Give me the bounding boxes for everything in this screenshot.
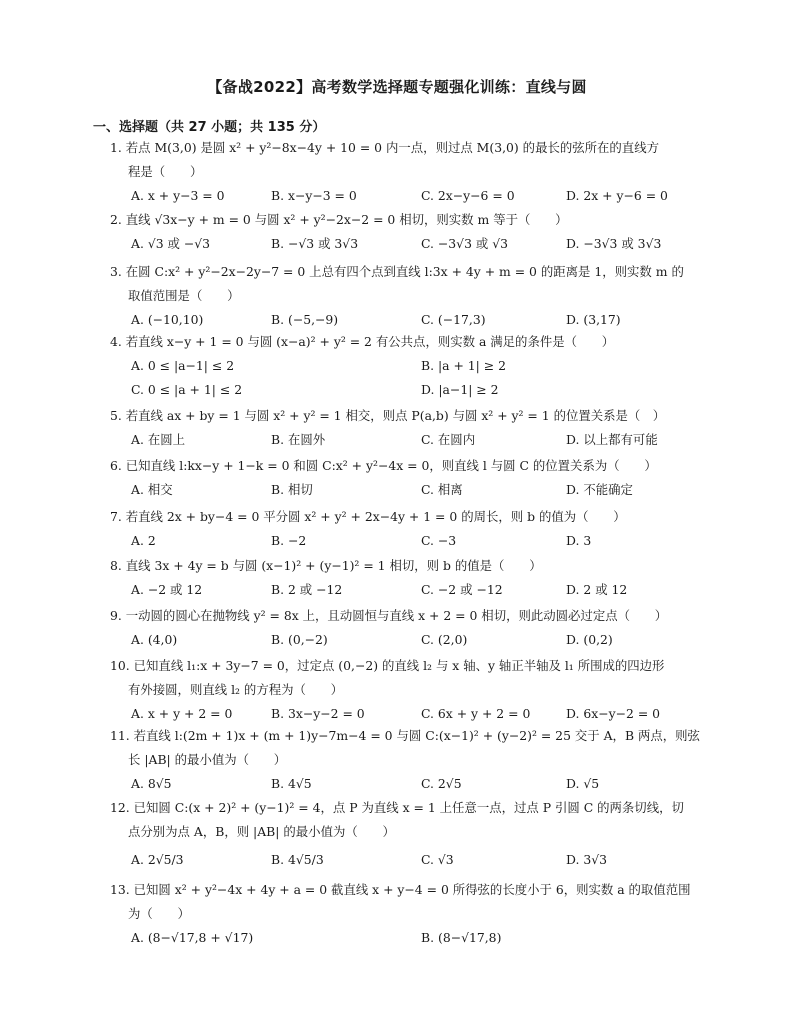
question-8 (110, 554, 710, 602)
option-c: C. 0 ≤ |a + 1| ≤ 2 (131, 382, 243, 397)
option-d: D. 6x−y−2 = 0 (566, 706, 661, 721)
question-stem-line: 8. 直线 3x + 4y = b 与圆 (x−1)² + (y−1)² = 1 相切，则 b 的值是（ ） (110, 558, 542, 573)
question-stem-line: 程是（ ） (128, 164, 203, 179)
question-2 (110, 208, 710, 256)
option-d: D. (0,2) (566, 632, 613, 647)
question-stem-line: 10. 已知直线 l₁:x + 3y−7 = 0，过定点 (0,−2) 的直线 l₂ 与 x 轴、y 轴正半轴及 l₁ 所围成的四边形 (110, 658, 665, 673)
option-a: A. √3 或 −√3 (131, 236, 211, 251)
option-c: C. 6x + y + 2 = 0 (421, 706, 531, 721)
options-row (110, 926, 710, 950)
option-a: A. −2 或 12 (131, 582, 203, 597)
option-b: B. (0,−2) (271, 632, 328, 647)
option-b: B. (8−√17,8) (421, 930, 502, 945)
question-stem-line: 1. 若点 M(3,0) 是圆 x² + y²−8x−4y + 10 = 0 内一点，则过点 M(3,0) 的最长的弦所在的直线方 (110, 140, 659, 155)
options-row (110, 428, 710, 452)
option-d: D. 以上都有可能 (566, 432, 658, 447)
options-row (110, 529, 710, 553)
options-row (110, 478, 710, 502)
question-stem-line: 取值范围是（ ） (128, 288, 240, 303)
option-b: B. 4√5 (271, 776, 312, 791)
options-row (110, 578, 710, 602)
option-a: A. 8√5 (131, 776, 172, 791)
option-a: A. 在圆上 (131, 432, 185, 447)
option-a: A. 2√5/3 (131, 852, 184, 867)
option-b: B. 相切 (271, 482, 313, 497)
option-c: C. 2√5 (421, 776, 462, 791)
question-stem-line: 12. 已知圆 C:(x + 2)² + (y−1)² = 4，点 P 为直线 x = 1 上任意一点，过点 P 引圆 C 的两条切线，切 (110, 800, 684, 815)
option-b: B. x−y−3 = 0 (271, 188, 357, 203)
option-d: D. 3√3 (566, 852, 608, 867)
option-c: C. (−17,3) (421, 312, 486, 327)
question-stem-line: 为（ ） (128, 906, 190, 921)
option-b: B. 3x−y−2 = 0 (271, 706, 365, 721)
question-stem-line: 6. 已知直线 l:kx−y + 1−k = 0 和圆 C:x² + y²−4x = 0，则直线 l 与圆 C 的位置关系为（ ） (110, 458, 657, 473)
question-stem-line: 点分别为点 A，B，则 |AB| 的最小值为（ ） (128, 824, 395, 839)
option-b: B. (−5,−9) (271, 312, 339, 327)
option-d: D. |a−1| ≥ 2 (421, 382, 499, 397)
option-a: A. 相交 (131, 482, 173, 497)
option-b: B. 2 或 −12 (271, 582, 343, 597)
option-d: D. 2x + y−6 = 0 (566, 188, 668, 203)
option-a: A. x + y−3 = 0 (131, 188, 225, 203)
option-a: A. (8−√17,8 + √17) (131, 930, 254, 945)
option-c: C. 在圆内 (421, 432, 476, 447)
option-d: D. −3√3 或 3√3 (566, 236, 662, 251)
section-heading: 一、选择题（共 27 小题；共 135 分） (93, 120, 326, 135)
question-11 (110, 724, 710, 796)
question-5 (110, 404, 710, 452)
option-a: A. (−10,10) (131, 312, 204, 327)
options-row (110, 844, 710, 876)
question-13 (110, 878, 710, 950)
option-a: A. 2 (131, 533, 156, 548)
options-row (110, 702, 710, 726)
option-b: B. −2 (271, 533, 307, 548)
option-d: D. √5 (566, 776, 600, 791)
option-c: C. −2 或 −12 (421, 582, 503, 597)
options-row (110, 354, 710, 378)
question-stem-line: 7. 若直线 2x + by−4 = 0 平分圆 x² + y² + 2x−4y + 1 = 0 的周长，则 b 的值为（ ） (110, 509, 626, 524)
option-a: A. x + y + 2 = 0 (131, 706, 233, 721)
question-9 (110, 604, 710, 652)
question-stem-line: 9. 一动圆的圆心在抛物线 y² = 8x 上，且动圆恒与直线 x + 2 = 0 相切，则此动圆必过定点（ ） (110, 608, 668, 623)
options-row (110, 184, 710, 208)
option-c: C. −3√3 或 √3 (421, 236, 509, 251)
option-a: A. (4,0) (131, 632, 178, 647)
option-b: B. 在圆外 (271, 432, 326, 447)
options-row (110, 308, 710, 332)
question-3 (110, 260, 710, 332)
question-stem-line: 5. 若直线 ax + by = 1 与圆 x² + y² = 1 相交，则点 P(a,b) 与圆 x² + y² = 1 的位置关系是（ ） (110, 408, 666, 423)
options-row (110, 232, 710, 256)
question-1 (110, 136, 710, 208)
option-b: B. −√3 或 3√3 (271, 236, 359, 251)
question-stem-line: 11. 若直线 l:(2m + 1)x + (m + 1)y−7m−4 = 0 与圆 C:(x−1)² + (y−2)² = 25 交于 A，B 两点，则弦 (110, 728, 700, 743)
question-stem-line: 有外接圆，则直线 l₂ 的方程为（ ） (128, 682, 344, 697)
question-stem-line: 2. 直线 √3x−y + m = 0 与圆 x² + y²−2x−2 = 0 相切，则实数 m 等于（ ） (110, 212, 568, 227)
question-6 (110, 454, 710, 502)
option-d: D. 2 或 12 (566, 582, 628, 597)
option-b: B. |a + 1| ≥ 2 (421, 358, 507, 373)
options-row (110, 378, 710, 402)
option-c: C. (2,0) (421, 632, 468, 647)
question-stem-line: 13. 已知圆 x² + y²−4x + 4y + a = 0 截直线 x + y−4 = 0 所得弦的长度小于 6，则实数 a 的取值范围 (110, 882, 691, 897)
options-row (110, 772, 710, 796)
page-title: 【备战2022】高考数学选择题专题强化训练：直线与圆 (207, 78, 587, 96)
option-c: C. 2x−y−6 = 0 (421, 188, 515, 203)
option-b: B. 4√5/3 (271, 852, 324, 867)
question-7 (110, 505, 710, 553)
option-d: D. (3,17) (566, 312, 621, 327)
question-stem-line: 4. 若直线 x−y + 1 = 0 与圆 (x−a)² + y² = 2 有公共点，则实数 a 满足的条件是（ ） (110, 334, 615, 349)
option-d: D. 不能确定 (566, 482, 633, 497)
option-c: C. 相离 (421, 482, 463, 497)
question-12 (110, 796, 710, 876)
option-c: C. √3 (421, 852, 454, 867)
option-d: D. 3 (566, 533, 592, 548)
option-c: C. −3 (421, 533, 457, 548)
question-stem-line: 长 |AB| 的最小值为（ ） (128, 752, 287, 767)
question-stem-line: 3. 在圆 C:x² + y²−2x−2y−7 = 0 上总有四个点到直线 l:3x + 4y + m = 0 的距离是 1，则实数 m 的 (110, 264, 684, 279)
options-row (110, 628, 710, 652)
question-4 (110, 330, 710, 402)
option-a: A. 0 ≤ |a−1| ≤ 2 (131, 358, 235, 373)
question-10 (110, 654, 710, 726)
